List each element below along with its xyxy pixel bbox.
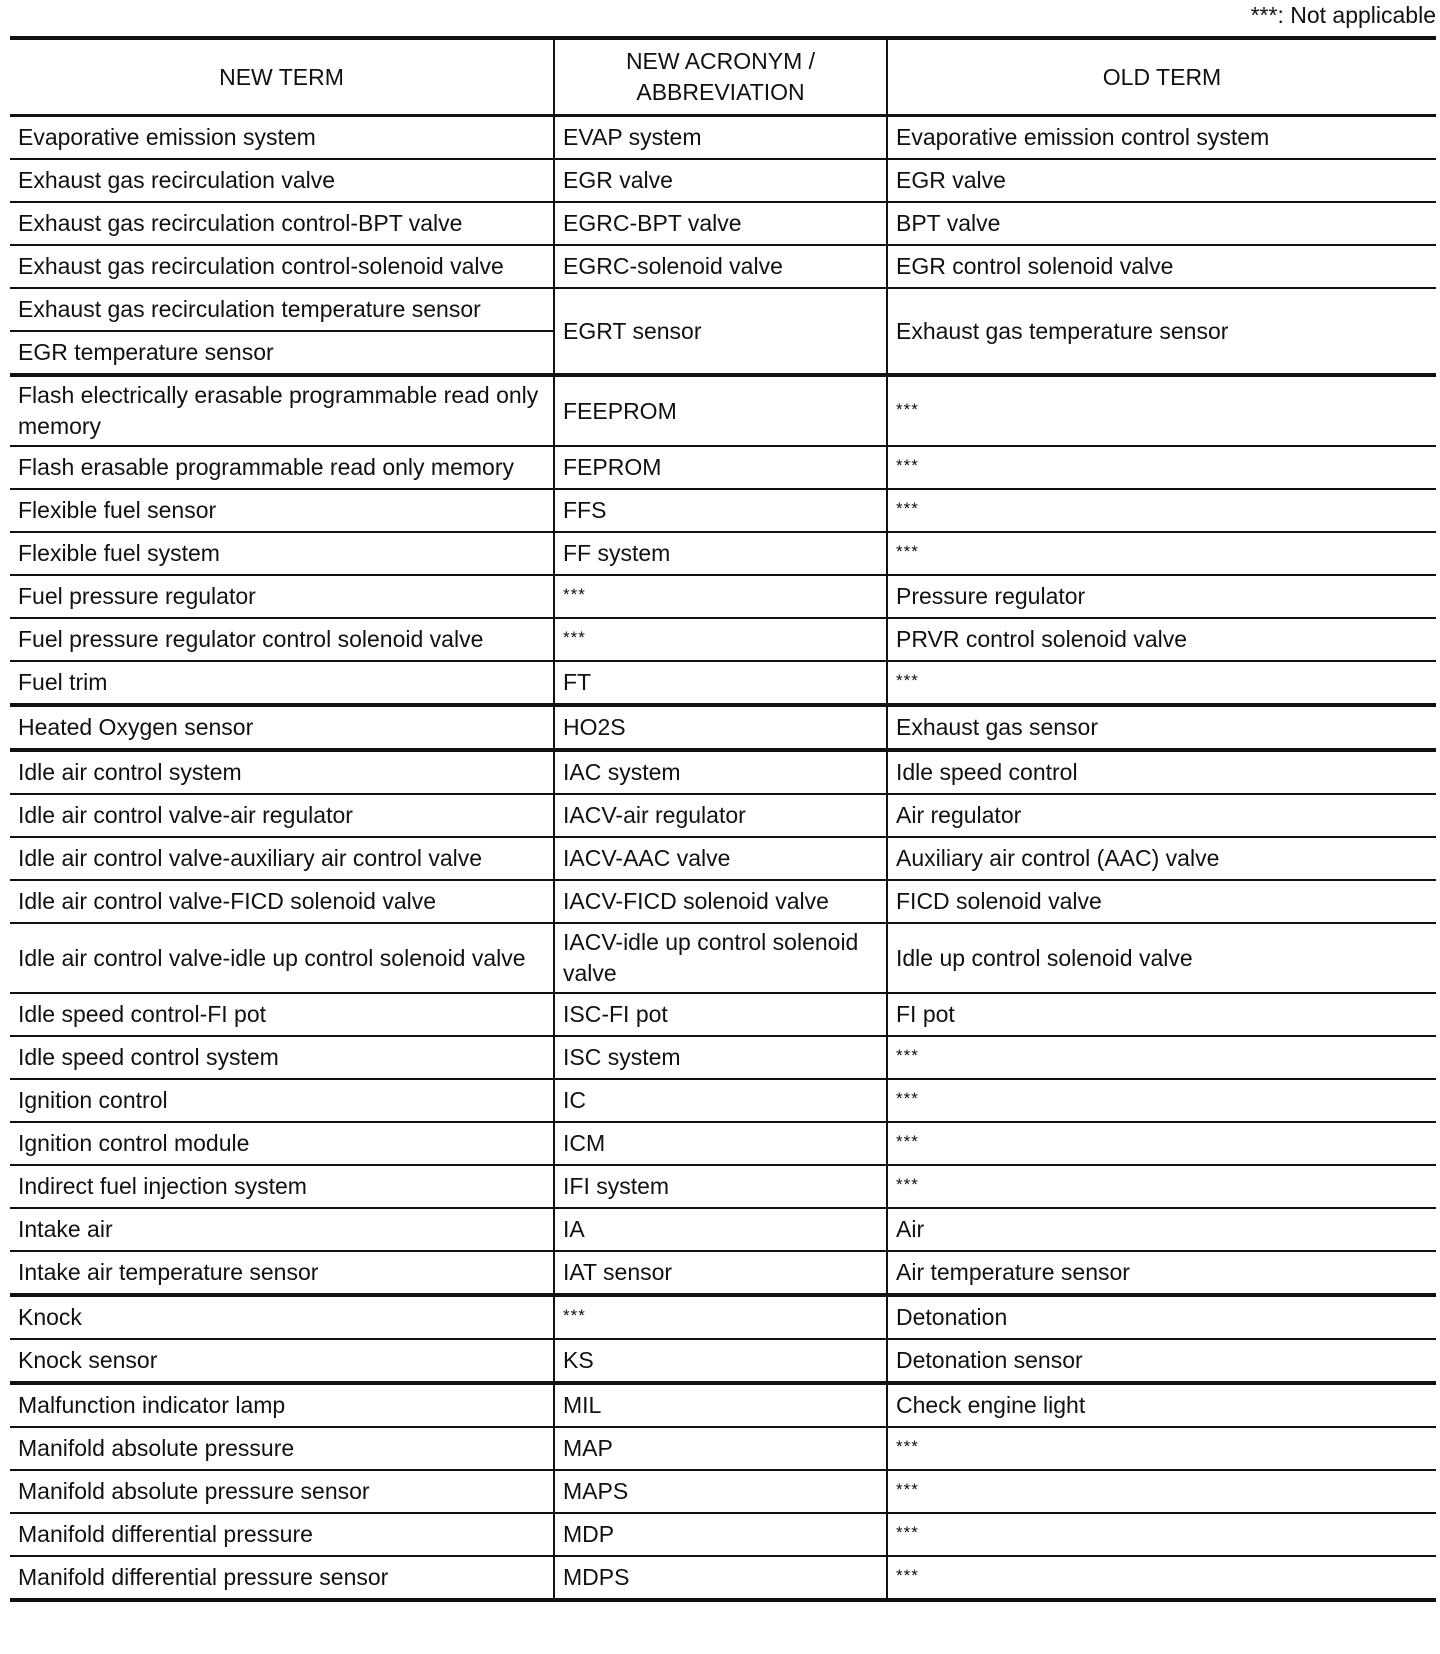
- acronym-cell: MDP: [554, 1513, 887, 1556]
- acronym-cell: IACV-FICD solenoid valve: [554, 880, 887, 923]
- table-row: [10, 288, 1436, 331]
- not-applicable-mark: ***: [896, 1480, 919, 1499]
- new-term-cell: Evaporative emission system: [10, 116, 554, 160]
- acronym-cell: FF system: [554, 532, 887, 575]
- old-term-cell: Auxiliary air control (AAC) valve: [887, 837, 1436, 880]
- new-term-cell: Exhaust gas recirculation control-BPT valve: [10, 202, 554, 245]
- new-term-cell: Flash erasable programmable read only memory: [10, 446, 554, 489]
- not-applicable-mark: ***: [896, 1437, 919, 1456]
- table-row: [10, 794, 1436, 837]
- old-term-cell: BPT valve: [887, 202, 1436, 245]
- acronym-cell: EVAP system: [554, 116, 887, 160]
- not-applicable-mark: ***: [896, 399, 919, 419]
- acronym-cell: ISC system: [554, 1036, 887, 1079]
- old-term-cell: Detonation sensor: [887, 1339, 1436, 1383]
- table-row: [10, 1079, 1436, 1122]
- new-term-cell: Exhaust gas recirculation temperature sensor: [10, 288, 554, 331]
- acronym-cell: EGR valve: [554, 159, 887, 202]
- old-term-cell: Exhaust gas sensor: [887, 705, 1436, 750]
- table-row: [10, 1427, 1436, 1470]
- old-term-cell: Exhaust gas temperature sensor: [887, 288, 1436, 375]
- table-row: [10, 750, 1436, 794]
- old-term-cell: Pressure regulator: [887, 575, 1436, 618]
- new-term-cell: Idle air control system: [10, 750, 554, 794]
- old-term-cell: Evaporative emission control system: [887, 116, 1436, 160]
- table-row: [10, 1556, 1436, 1600]
- new-term-cell: EGR temperature sensor: [10, 331, 554, 375]
- acronym-cell: EGRC-BPT valve: [554, 202, 887, 245]
- new-term-cell: Idle speed control-FI pot: [10, 993, 554, 1036]
- new-term-cell: Manifold differential pressure sensor: [10, 1556, 554, 1600]
- header-row: [10, 38, 1436, 116]
- old-term-cell: [887, 1165, 1436, 1208]
- new-term-cell: Indirect fuel injection system: [10, 1165, 554, 1208]
- table-row: [10, 575, 1436, 618]
- table-row: [10, 202, 1436, 245]
- table-row: [10, 532, 1436, 575]
- acronym-cell: IAT sensor: [554, 1251, 887, 1295]
- table-row: [10, 661, 1436, 705]
- old-term-cell: [887, 446, 1436, 489]
- old-term-cell: [887, 1556, 1436, 1600]
- acronym-cell: EGRC-solenoid valve: [554, 245, 887, 288]
- old-term-cell: [887, 375, 1436, 446]
- old-term-cell: Idle up control solenoid valve: [887, 923, 1436, 993]
- new-term-cell: Intake air temperature sensor: [10, 1251, 554, 1295]
- terminology-table: [10, 36, 1436, 1602]
- acronym-cell: FEEPROM: [554, 375, 887, 446]
- old-term-cell: Detonation: [887, 1295, 1436, 1339]
- acronym-cell: MAP: [554, 1427, 887, 1470]
- table-row: [10, 159, 1436, 202]
- table-row: [10, 446, 1436, 489]
- new-term-cell: Manifold absolute pressure: [10, 1427, 554, 1470]
- table-row: [10, 993, 1436, 1036]
- table-row: [10, 1165, 1436, 1208]
- old-term-cell: PRVR control solenoid valve: [887, 618, 1436, 661]
- table-row: [10, 1513, 1436, 1556]
- old-term-cell: [887, 1079, 1436, 1122]
- new-term-cell: Heated Oxygen sensor: [10, 705, 554, 750]
- new-term-cell: Flexible fuel sensor: [10, 489, 554, 532]
- acronym-cell: FT: [554, 661, 887, 705]
- new-term-cell: Idle air control valve-air regulator: [10, 794, 554, 837]
- new-term-cell: Knock sensor: [10, 1339, 554, 1383]
- old-term-cell: [887, 489, 1436, 532]
- old-term-cell: [887, 1513, 1436, 1556]
- old-term-cell: Air: [887, 1208, 1436, 1251]
- old-term-cell: [887, 1470, 1436, 1513]
- table-row: [10, 923, 1436, 993]
- table-row: [10, 375, 1436, 446]
- old-term-cell: [887, 532, 1436, 575]
- not-applicable-mark: ***: [896, 456, 919, 475]
- acronym-cell: ISC-FI pot: [554, 993, 887, 1036]
- table-row: [10, 1470, 1436, 1513]
- table-row: [10, 1036, 1436, 1079]
- new-term-cell: Intake air: [10, 1208, 554, 1251]
- header-old-term: OLD TERM: [887, 38, 1436, 116]
- old-term-cell: [887, 661, 1436, 705]
- old-term-cell: EGR valve: [887, 159, 1436, 202]
- acronym-cell: MIL: [554, 1383, 887, 1427]
- new-term-cell: Idle air control valve-idle up control solenoid valve: [10, 923, 554, 993]
- acronym-cell: HO2S: [554, 705, 887, 750]
- old-term-cell: FICD solenoid valve: [887, 880, 1436, 923]
- table-row: [10, 245, 1436, 288]
- acronym-cell: IAC system: [554, 750, 887, 794]
- new-term-cell: Manifold differential pressure: [10, 1513, 554, 1556]
- not-applicable-mark: ***: [896, 1523, 919, 1542]
- acronym-cell: IFI system: [554, 1165, 887, 1208]
- old-term-cell: [887, 1122, 1436, 1165]
- acronym-cell: [554, 575, 887, 618]
- header-new-term: NEW TERM: [10, 38, 554, 116]
- table-row: [10, 1208, 1436, 1251]
- acronym-cell: EGRT sensor: [554, 288, 887, 375]
- not-applicable-mark: ***: [896, 1175, 919, 1194]
- not-applicable-mark: ***: [563, 1306, 586, 1325]
- not-applicable-mark: ***: [563, 585, 586, 604]
- old-term-cell: [887, 1427, 1436, 1470]
- not-applicable-mark: ***: [896, 671, 919, 690]
- table-row: [10, 116, 1436, 160]
- acronym-cell: MDPS: [554, 1556, 887, 1600]
- new-term-cell: Ignition control: [10, 1079, 554, 1122]
- new-term-cell: Fuel pressure regulator: [10, 575, 554, 618]
- acronym-cell: IACV-idle up control solenoid valve: [554, 923, 887, 993]
- not-applicable-mark: ***: [896, 1046, 919, 1065]
- acronym-cell: KS: [554, 1339, 887, 1383]
- not-applicable-mark: ***: [896, 1132, 919, 1151]
- new-term-cell: Manifold absolute pressure sensor: [10, 1470, 554, 1513]
- new-term-cell: Idle air control valve-auxiliary air control valve: [10, 837, 554, 880]
- new-term-cell: Ignition control module: [10, 1122, 554, 1165]
- header-new-acronym-line1: NEW ACRONYM /: [625, 48, 816, 74]
- acronym-cell: IA: [554, 1208, 887, 1251]
- new-term-cell: Exhaust gas recirculation valve: [10, 159, 554, 202]
- old-term-cell: Check engine light: [887, 1383, 1436, 1427]
- not-applicable-mark: ***: [896, 1089, 919, 1108]
- new-term-cell: Fuel pressure regulator control solenoid valve: [10, 618, 554, 661]
- acronym-cell: IACV-AAC valve: [554, 837, 887, 880]
- new-term-cell: Malfunction indicator lamp: [10, 1383, 554, 1427]
- not-applicable-mark: ***: [896, 499, 919, 518]
- table-row: [10, 837, 1436, 880]
- table-row: [10, 618, 1436, 661]
- acronym-cell: FFS: [554, 489, 887, 532]
- table-row: [10, 1295, 1436, 1339]
- table-row: [10, 1383, 1436, 1427]
- table-row: [10, 489, 1436, 532]
- header-new-acronym-line2: ABBREVIATION: [636, 79, 805, 105]
- table-row: [10, 705, 1436, 750]
- new-term-cell: Idle speed control system: [10, 1036, 554, 1079]
- old-term-cell: [887, 1036, 1436, 1079]
- new-term-cell: Knock: [10, 1295, 554, 1339]
- not-applicable-mark: ***: [896, 542, 919, 561]
- new-term-cell: Idle air control valve-FICD solenoid valve: [10, 880, 554, 923]
- table-row: [10, 880, 1436, 923]
- table-row: [10, 1339, 1436, 1383]
- old-term-cell: FI pot: [887, 993, 1436, 1036]
- old-term-cell: Air temperature sensor: [887, 1251, 1436, 1295]
- not-applicable-mark: ***: [896, 1566, 919, 1585]
- not-applicable-note: ***: Not applicable: [1250, 2, 1436, 28]
- acronym-cell: IACV-air regulator: [554, 794, 887, 837]
- old-term-cell: EGR control solenoid valve: [887, 245, 1436, 288]
- acronym-cell: [554, 1295, 887, 1339]
- old-term-cell: Air regulator: [887, 794, 1436, 837]
- table-row: [10, 1122, 1436, 1165]
- acronym-cell: [554, 618, 887, 661]
- new-term-cell: Fuel trim: [10, 661, 554, 705]
- table-row: [10, 1251, 1436, 1295]
- acronym-cell: MAPS: [554, 1470, 887, 1513]
- new-term-cell: Exhaust gas recirculation control-solenoid valve: [10, 245, 554, 288]
- new-term-cell: Flexible fuel system: [10, 532, 554, 575]
- new-term-cell: Flash electrically erasable programmable read only memory: [10, 375, 554, 446]
- not-applicable-mark: ***: [563, 628, 586, 647]
- old-term-cell: Idle speed control: [887, 750, 1436, 794]
- acronym-cell: FEPROM: [554, 446, 887, 489]
- header-new-acronym: [554, 38, 887, 116]
- acronym-cell: ICM: [554, 1122, 887, 1165]
- acronym-cell: IC: [554, 1079, 887, 1122]
